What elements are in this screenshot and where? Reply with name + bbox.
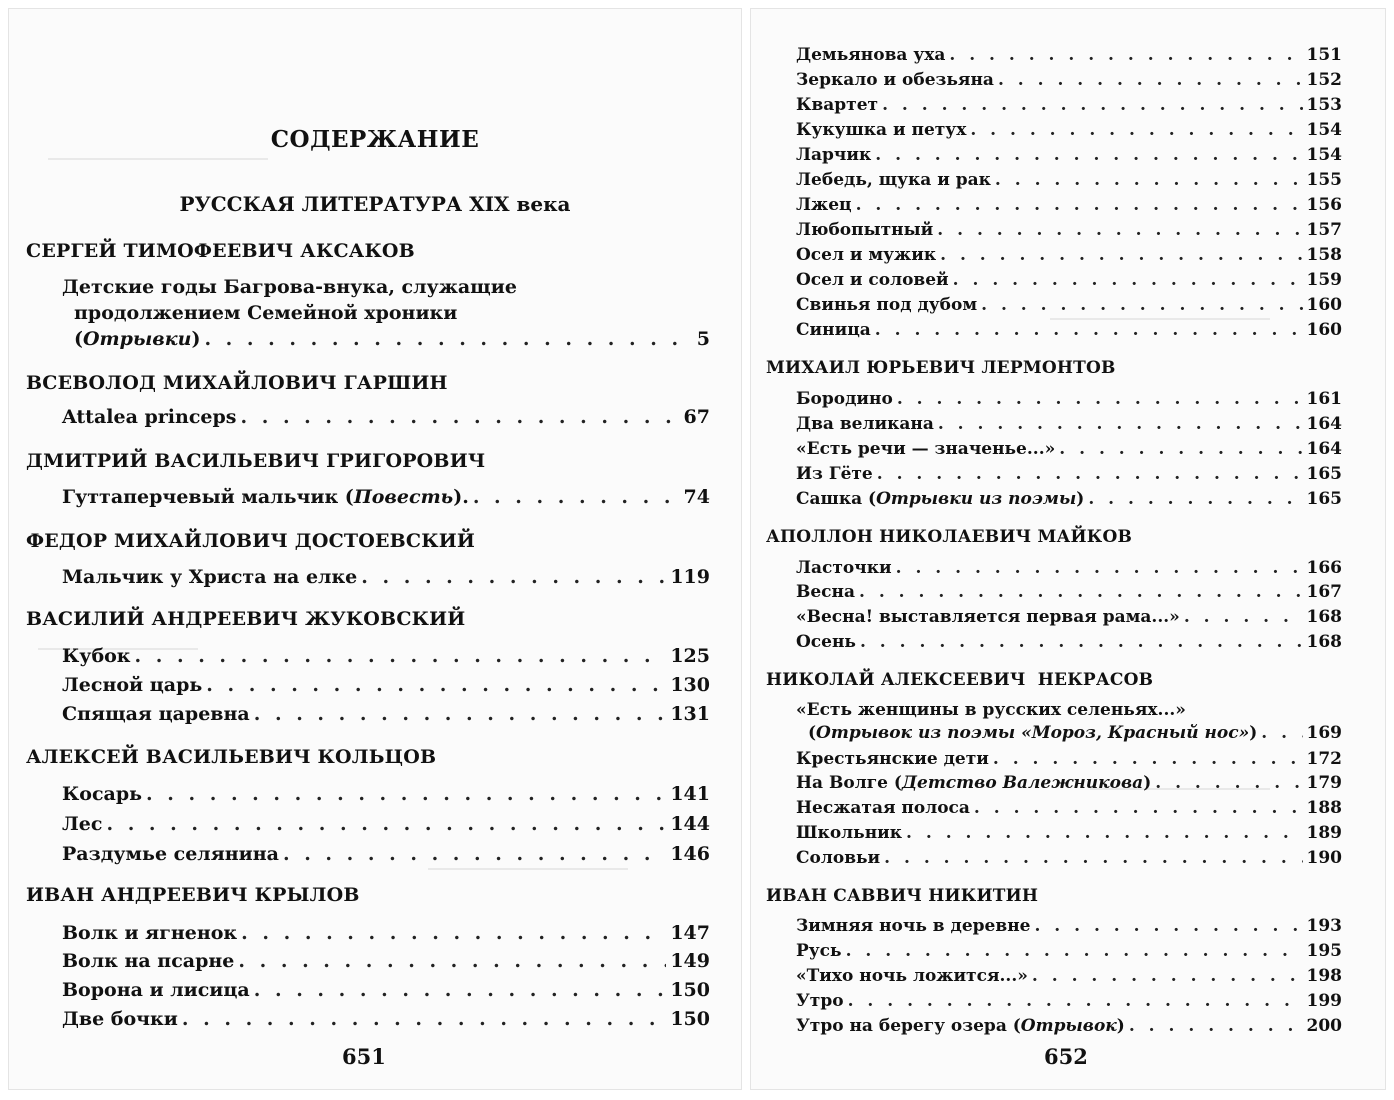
- leader-dots: [993, 749, 1303, 769]
- author-grigorovich: ДМИТРИЙ ВАСИЛЬЕВИЧ ГРИГОРОВИЧ: [26, 450, 486, 472]
- left-page: [8, 8, 742, 1090]
- toc-entry[interactable]: Лжец . . . 156: [796, 195, 1342, 215]
- page-number: 5: [696, 328, 710, 350]
- page-number: 198: [1306, 966, 1342, 986]
- author-koltsov: АЛЕКСЕЙ ВАСИЛЬЕВИЧ КОЛЬЦОВ: [26, 746, 437, 768]
- page-number: 147: [670, 922, 710, 944]
- leader-dots: [974, 798, 1303, 818]
- toc-subtitle: РУССКАЯ ЛИТЕРАТУРА XIX века: [179, 192, 571, 216]
- toc-entry[interactable]: Несжатая полоса . . . 188: [796, 798, 1342, 818]
- toc-entry[interactable]: Кукушка и петух . . . 154: [796, 120, 1342, 140]
- author-nekrasov: НИКОЛАЙ АЛЕКСЕЕВИЧ НЕКРАСОВ: [766, 670, 1154, 690]
- toc-entry[interactable]: Школьник . . . 189: [796, 823, 1342, 843]
- leader-dots: [135, 645, 667, 667]
- leader-dots: [182, 1008, 666, 1030]
- page-number: 193: [1306, 916, 1342, 936]
- page-number: 155: [1306, 170, 1342, 190]
- gutter: [742, 0, 750, 1100]
- page-number: 149: [670, 950, 710, 972]
- leader-dots: [970, 120, 1302, 140]
- page-number: 131: [670, 703, 710, 725]
- toc-entry[interactable]: Лес . . . 144: [62, 813, 710, 835]
- leader-dots: [897, 389, 1303, 409]
- toc-entry[interactable]: Сашка (Отрывки из поэмы) . . . 165: [796, 489, 1342, 509]
- toc-entry[interactable]: Синица . . . 160: [796, 320, 1342, 340]
- page-number: 179: [1306, 773, 1342, 793]
- leader-dots: [953, 270, 1303, 290]
- leader-dots: [884, 848, 1302, 868]
- leader-dots: [882, 95, 1302, 115]
- leader-dots: [856, 195, 1303, 215]
- page-number: 130: [670, 674, 710, 696]
- leader-dots: [877, 464, 1303, 484]
- page-folio: 652: [1044, 1044, 1088, 1069]
- toc-line: Детские годы Багрова-внука, служащие: [62, 276, 517, 298]
- leader-dots: [998, 70, 1303, 90]
- page-number: 154: [1306, 145, 1342, 165]
- author-krylov: ИВАН АНДРЕЕВИЧ КРЫЛОВ: [26, 884, 360, 906]
- author-aksakov: СЕРГЕЙ ТИМОФЕЕВИЧ АКСАКОВ: [26, 240, 415, 262]
- toc-entry[interactable]: «Есть речи — значенье...» . . . 164: [796, 439, 1342, 459]
- toc-entry[interactable]: Свинья под дубом . . . 160: [796, 295, 1342, 315]
- author-zhukovsky: ВАСИЛИЙ АНДРЕЕВИЧ ЖУКОВСКИЙ: [26, 608, 466, 630]
- toc-entry[interactable]: Два великана . . . 164: [796, 414, 1342, 434]
- page-number: 188: [1306, 798, 1342, 818]
- page-number: 156: [1306, 195, 1342, 215]
- toc-entry[interactable]: Квартет . . . 153: [796, 95, 1342, 115]
- leader-dots: [860, 632, 1303, 652]
- leader-dots: [254, 703, 667, 725]
- page-number: 153: [1306, 95, 1342, 115]
- toc-entry[interactable]: Лесной царь . . . 130: [62, 674, 710, 696]
- leader-dots: [283, 843, 666, 865]
- toc-line: «Есть женщины в русских селеньях...»: [796, 700, 1186, 720]
- page-number: 161: [1306, 389, 1342, 409]
- leader-dots: [106, 813, 666, 835]
- leader-dots: [937, 220, 1302, 240]
- page-number: 199: [1306, 991, 1342, 1011]
- toc-entry[interactable]: Осел и соловей . . . 159: [796, 270, 1342, 290]
- page-number: 146: [670, 843, 710, 865]
- leader-dots: [146, 783, 666, 805]
- toc-entry[interactable]: Крестьянские дети . . . 172: [796, 749, 1342, 769]
- leader-dots: [1155, 773, 1302, 793]
- toc-entry[interactable]: Мальчик у Христа на елке . . . 119: [62, 566, 710, 588]
- toc-entry[interactable]: Кубок . . . 125: [62, 645, 710, 667]
- page-number: 166: [1306, 558, 1342, 578]
- toc-entry[interactable]: Attalea princeps . . . 67: [62, 406, 710, 428]
- toc-entry[interactable]: Русь . . . 195: [796, 941, 1342, 961]
- toc-entry[interactable]: На Волге (Детство Валежникова) . . . 179: [796, 773, 1342, 793]
- toc-entry[interactable]: Волк на псарне . . . 149: [62, 950, 710, 972]
- toc-entry[interactable]: (Отрывок из поэмы «Мороз, Красный нос») . . . 169: [808, 723, 1342, 743]
- toc-entry[interactable]: Ласточки . . . 166: [796, 558, 1342, 578]
- toc-entry[interactable]: Ларчик . . . 154: [796, 145, 1342, 165]
- leader-dots: [906, 823, 1302, 843]
- right-page: [750, 8, 1386, 1090]
- page-number: 159: [1306, 270, 1342, 290]
- leader-dots: [1032, 966, 1303, 986]
- leader-dots: [241, 922, 666, 944]
- leader-dots: [206, 674, 666, 696]
- author-dostoevsky: ФЕДОР МИХАЙЛОВИЧ ДОСТОЕВСКИЙ: [26, 530, 476, 552]
- page-number: 195: [1306, 941, 1342, 961]
- toc-entry[interactable]: Волк и ягненок . . . 147: [62, 922, 710, 944]
- toc-entry[interactable]: Демьянова уха . . . 151: [796, 45, 1342, 65]
- toc-entry[interactable]: Весна . . . 167: [796, 582, 1342, 602]
- toc-entry[interactable]: Бородино . . . 161: [796, 389, 1342, 409]
- toc-entry[interactable]: «Весна! выставляется первая рама...» . . . 168: [796, 607, 1342, 627]
- leader-dots: [1129, 1016, 1303, 1036]
- leader-dots: [238, 950, 666, 972]
- leader-dots: [848, 991, 1303, 1011]
- leader-dots: [204, 328, 692, 350]
- leader-dots: [473, 486, 680, 508]
- toc-entry[interactable]: (Отрывки) . . . 5: [74, 328, 710, 350]
- page-number: 189: [1306, 823, 1342, 843]
- toc-entry[interactable]: Зимняя ночь в деревне . . . 193: [796, 916, 1342, 936]
- page-number: 190: [1306, 848, 1342, 868]
- toc-entry[interactable]: Осень . . . 168: [796, 632, 1342, 652]
- toc-entry[interactable]: Две бочки . . . 150: [62, 1008, 710, 1030]
- leader-dots: [981, 295, 1302, 315]
- page-number: 164: [1306, 439, 1342, 459]
- leader-dots: [1034, 916, 1302, 936]
- page-number: 172: [1306, 749, 1342, 769]
- page-number: 74: [683, 486, 710, 508]
- page-number: 144: [670, 813, 710, 835]
- page-number: 150: [670, 979, 710, 1001]
- author-garshin: ВСЕВОЛОД МИХАЙЛОВИЧ ГАРШИН: [26, 372, 448, 394]
- page-number: 158: [1306, 245, 1342, 265]
- leader-dots: [875, 320, 1303, 340]
- page-number: 169: [1306, 723, 1342, 743]
- leader-dots: [940, 245, 1302, 265]
- toc-entry[interactable]: Спящая царевна . . . 131: [62, 703, 710, 725]
- page-number: 67: [683, 406, 710, 428]
- toc-entry[interactable]: «Тихо ночь ложится...» . . . 198: [796, 966, 1342, 986]
- page-number: 200: [1306, 1016, 1342, 1036]
- leader-dots: [846, 941, 1303, 961]
- page-number: 168: [1306, 632, 1342, 652]
- page-number: 152: [1306, 70, 1342, 90]
- leader-dots: [361, 566, 666, 588]
- toc-entry[interactable]: Ворона и лисица . . . 150: [62, 979, 710, 1001]
- toc-entry[interactable]: Осел и мужик . . . 158: [796, 245, 1342, 265]
- page-number: 150: [670, 1008, 710, 1030]
- page-number: 125: [670, 645, 710, 667]
- page-number: 168: [1306, 607, 1342, 627]
- leader-dots: [254, 979, 667, 1001]
- toc-entry[interactable]: Раздумье селянина . . . 146: [62, 843, 710, 865]
- page-number: 160: [1306, 320, 1342, 340]
- leader-dots: [1088, 489, 1302, 509]
- toc-entry[interactable]: Любопытный . . . 157: [796, 220, 1342, 240]
- author-maykov: АПОЛЛОН НИКОЛАЕВИЧ МАЙКОВ: [766, 527, 1133, 547]
- page-number: 164: [1306, 414, 1342, 434]
- toc-line: продолжением Семейной хроники: [74, 302, 458, 324]
- leader-dots: [240, 406, 679, 428]
- leader-dots: [949, 45, 1302, 65]
- leader-dots: [995, 170, 1303, 190]
- page-number: 119: [670, 566, 710, 588]
- page-number: 160: [1306, 295, 1342, 315]
- page-folio: 651: [342, 1044, 386, 1069]
- page-number: 167: [1306, 582, 1342, 602]
- page-number: 154: [1306, 120, 1342, 140]
- leader-dots: [1059, 439, 1302, 459]
- page-number: 165: [1306, 464, 1342, 484]
- toc-entry[interactable]: Из Гёте . . . 165: [796, 464, 1342, 484]
- page-number: 157: [1306, 220, 1342, 240]
- toc-entry[interactable]: Гуттаперчевый мальчик (Повесть). . . . 74: [62, 486, 710, 508]
- page-number: 141: [670, 783, 710, 805]
- leader-dots: [896, 558, 1303, 578]
- toc-entry[interactable]: Утро на берегу озера (Отрывок) . . . 200: [796, 1016, 1342, 1036]
- page-number: 165: [1306, 489, 1342, 509]
- toc-entry[interactable]: Зеркало и обезьяна . . . 152: [796, 70, 1342, 90]
- toc-entry[interactable]: Лебедь, щука и рак . . . 155: [796, 170, 1342, 190]
- author-nikitin: ИВАН САВВИЧ НИКИТИН: [766, 886, 1039, 906]
- leader-dots: [875, 145, 1302, 165]
- leader-dots: [1261, 723, 1302, 743]
- leader-dots: [1184, 607, 1303, 627]
- leader-dots: [859, 582, 1303, 602]
- toc-title: СОДЕРЖАНИЕ: [270, 126, 480, 153]
- page-number: 151: [1306, 45, 1342, 65]
- leader-dots: [938, 414, 1303, 434]
- toc-entry[interactable]: Утро . . . 199: [796, 991, 1342, 1011]
- author-lermontov: МИХАИЛ ЮРЬЕВИЧ ЛЕРМОНТОВ: [766, 358, 1116, 378]
- toc-entry[interactable]: Соловьи . . . 190: [796, 848, 1342, 868]
- toc-entry[interactable]: Косарь . . . 141: [62, 783, 710, 805]
